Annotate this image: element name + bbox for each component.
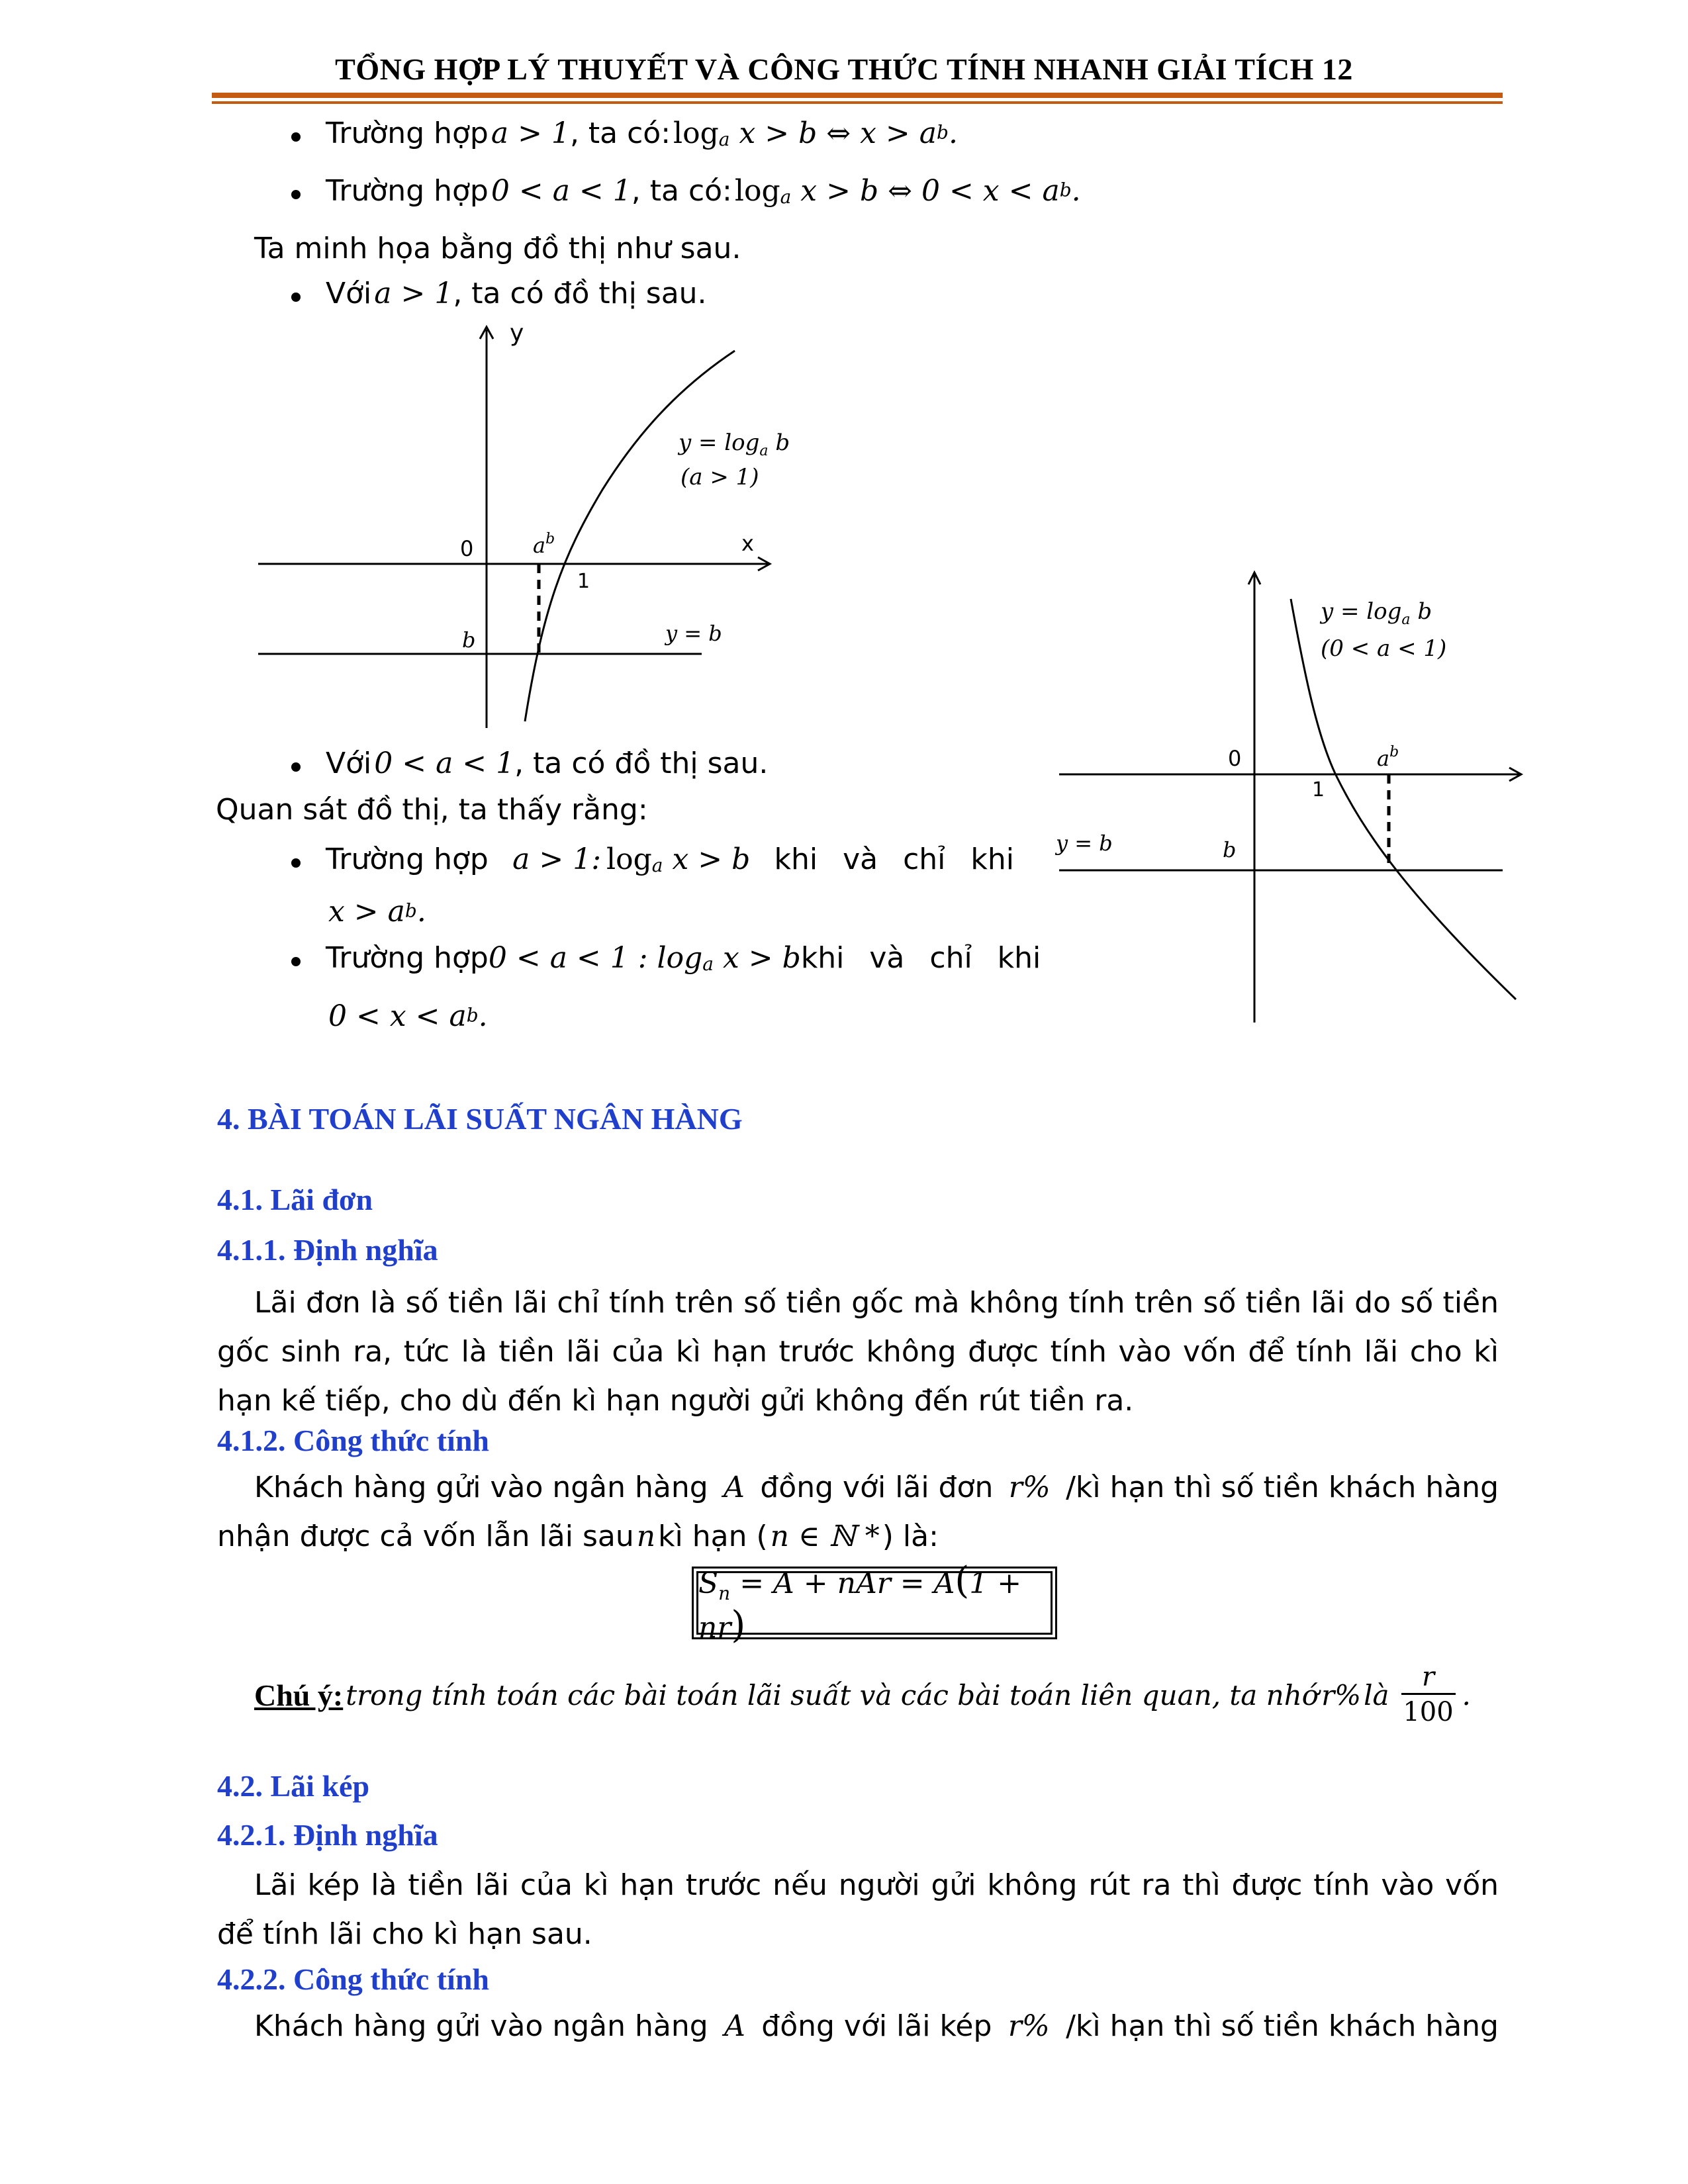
ab-label: $a^b$ [1377,744,1399,771]
curve-condition: (a > 1) [680,464,759,490]
page-header-title: TỔNG HỢP LÝ THUYẾT VÀ CÔNG THỨC TÍNH NHANH GIẢI TÍCH 12 [335,52,1353,86]
illustrate-text: Ta minh họa bằng đồ thị như sau. [254,232,741,265]
section-4-heading: 4. BÀI TOÁN LÃI SUẤT NGÂN HÀNG [217,1102,743,1136]
section-4-2-2-heading: 4.2.2. Công thức tính [217,1962,489,1996]
bullet-icon [291,762,301,772]
case-a-between-0-1: Trường hợp 0 < a < 1, ta có: $\log_a x > b$ ⇔ $0 < x < a^b$. [326,174,1081,208]
one-label: 1 [577,570,590,593]
log-curve-increasing [525,351,735,721]
compound-interest-formula-line1: Khách hàng gửi vào ngân hàng A đồng với lãi kép r% /kì hạn thì số tiền khách hàng [254,2009,1499,2043]
observation-a-gt-1-result: $x > a^b$. [328,895,426,929]
simple-interest-formula-line2: nhận được cả vốn lẫn lãi sau n kì hạn ( n ∈ ℕ * ) là: [217,1520,939,1553]
ab-label: $a^b$ [533,531,555,558]
b-label: b [1223,837,1237,862]
origin-label: 0 [460,536,474,561]
section-4-1-2-heading: 4.1.2. Công thức tính [217,1424,489,1457]
fraction: r 100 [1401,1661,1456,1729]
bullet-icon [291,132,301,142]
section-4-1-heading: 4.1. Lãi đơn [217,1183,373,1216]
note: Chú ý: trong tính toán các bài toán lãi suất và các bài toán liên quan, ta nhớ r% là r 100 . [254,1661,1471,1729]
case-a-gt-1: Trường hợp a > 1, ta có: $\log_a x > b$ ⇔ $x > a^b$. [326,116,958,151]
y-axis-label: y [510,320,524,347]
with-a-lt-1: Với 0 < a < 1, ta có đồ thị sau. [326,747,769,780]
section-4-1-1-heading: 4.1.1. Định nghĩa [217,1233,438,1267]
curve-condition: (0 < a < 1) [1321,635,1447,662]
bullet-icon [291,293,301,302]
line-label: y = b [665,621,722,646]
simple-interest-formula-line1: Khách hàng gửi vào ngân hàng A đồng với lãi đơn r% /kì hạn thì số tiền khách hàng [254,1471,1499,1504]
graph-log-a-gt-1 [252,318,790,741]
section-4-2-1-heading: 4.2.1. Định nghĩa [217,1818,438,1852]
observation-a-gt-1: Trường hợp a > 1: $\log_a x > b$ khi và chỉ khi [326,842,1014,877]
one-label: 1 [1312,778,1325,801]
compound-interest-definition: Lãi kép là tiền lãi của kì hạn trước nếu người gửi không rút ra thì được tính vào vốn để tính lãi cho kì hạn sau. [217,1868,1499,1951]
observation-a-lt-1-result: $0 < x < a^b$. [328,999,488,1033]
curve-label: $y = \log_a b$ [679,430,790,459]
curve-label: $y = \log_a b$ [1321,598,1432,628]
line-label: y = b [1056,831,1113,856]
bullet-icon [291,190,301,199]
graph-log-a-lt-1 [1053,566,1529,1029]
header-rule-thick [212,93,1503,98]
simple-interest-formula-box: $S_n = A$ + nAr = A(1 + nr) [696,1571,1053,1635]
x-axis-label: x [741,531,754,556]
observation-a-lt-1: Trường hợp 0 < a < 1 : $\log_a x > b$ khi và chỉ khi [326,941,1041,976]
simple-interest-definition: Lãi đơn là số tiền lãi chỉ tính trên số tiền gốc mà không tính trên số tiền lãi do số tiền gốc sinh ra, tức là tiền lãi của kì hạn trước không được tính vào vốn để tính lãi cho kì hạn kế tiếp, cho dù đến kì hạn người gửi không đến rút tiền ra. [217,1286,1499,1418]
header-rule-thin [212,101,1503,104]
bullet-icon [291,858,301,868]
origin-label: 0 [1228,746,1242,771]
observe-text: Quan sát đồ thị, ta thấy rằng: [216,793,648,827]
b-label: b [462,627,476,653]
bullet-icon [291,957,301,966]
section-4-2-heading: 4.2. Lãi kép [217,1769,370,1803]
with-a-gt-1: Với a > 1, ta có đồ thị sau. [326,277,707,310]
